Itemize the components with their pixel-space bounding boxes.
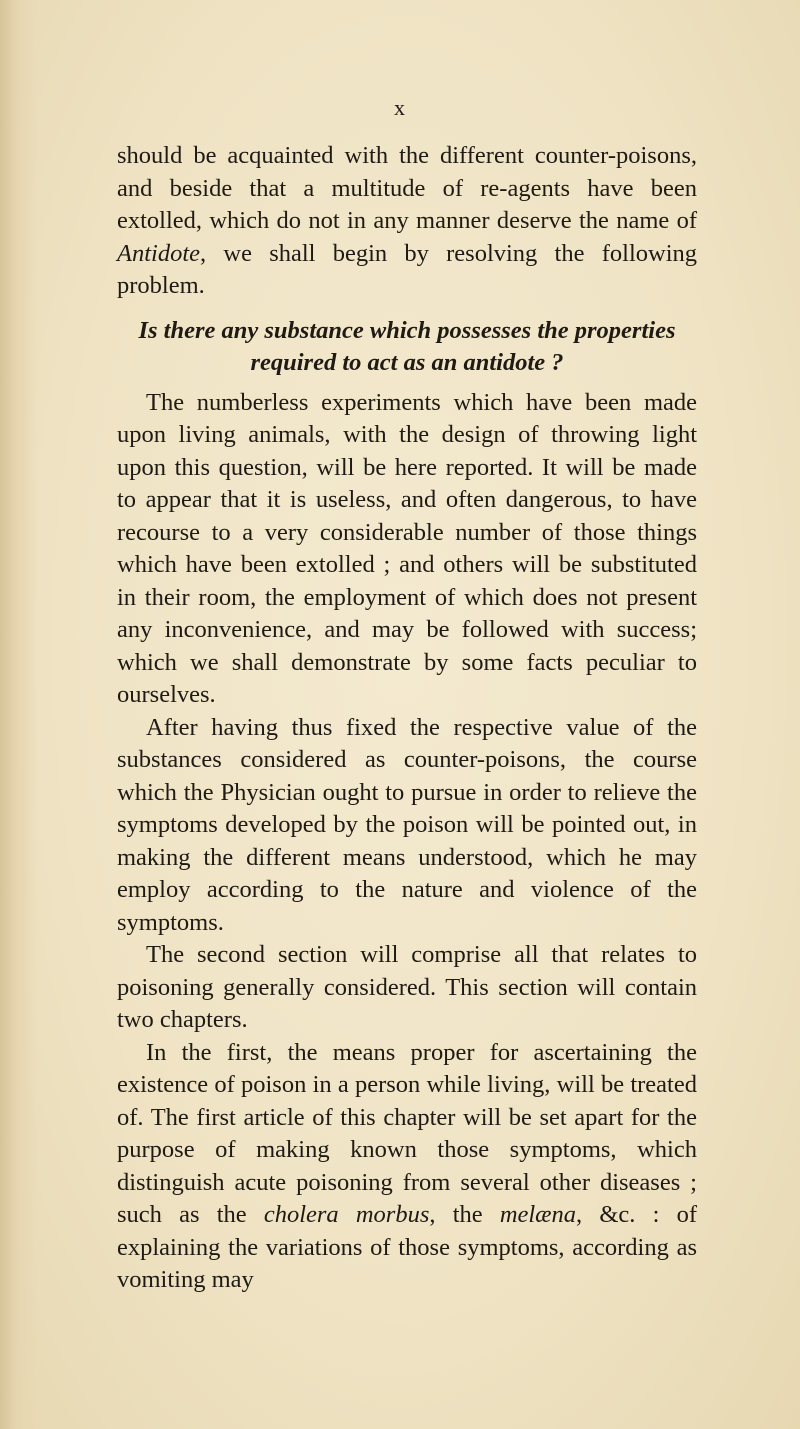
antidote-term: Antidote: [117, 239, 201, 267]
paragraph-after: After having thus fixed the respective value of the substances considered as counter-poisons, the course which the Physician ought to pursue in order to relieve the symptoms developed by the poison will be pointed out, in making the different means understood, which he may employ according to the nature and violence of the symptoms.: [117, 713, 697, 936]
continuation-end: , we shall begin by resolving the following problem.: [117, 239, 697, 299]
continuation-text: should be acquainted with the different counter-poisons, and beside that a multitude of re-agents have been extolled, which do not in any manner deserve the name of: [117, 142, 697, 234]
page-number: x: [394, 95, 406, 120]
paragraph-first-chapter: [117, 1037, 697, 1297]
question-heading: Is there any substance which possesses the properties required to act as an antidote ?: [138, 316, 676, 376]
last-paragraph-start: In the first, the means proper for ascertaining the existence of poison in a person while living, will be treated of. The first article of this chapter will be set apart for the purpose of making known those symptoms, which distinguish acute poisoning from several other diseases ; such as the: [117, 1038, 697, 1228]
paragraph-continuation: [117, 140, 697, 303]
term-melaena: melæna: [499, 1201, 577, 1228]
paragraph-second-section: The second section will comprise all that relates to poisoning generally considered. This section will contain two chapters.: [117, 941, 697, 1033]
term-cholera: cholera morbus: [263, 1201, 430, 1228]
last-paragraph-end: , &c. : of explaining the variations of those symptoms, according as vomiting may: [117, 1201, 697, 1293]
last-paragraph-separator: , the: [429, 1201, 500, 1228]
paragraph-experiments: The numberless experiments which have been made upon living animals, with the design of throwing light upon this question, will be here reported. It will be made to appear that it is useless, and often dangerous, to have recourse to a very considerable number of those things which have been extolled ; and others will be substituted in their room, the employment of which does not present any inconvenience, and may be followed with success; which we shall demonstrate by some facts peculiar to ourselves.: [117, 388, 697, 708]
body-text: [117, 140, 697, 1297]
page-gutter-shadow: [0, 0, 38, 1429]
